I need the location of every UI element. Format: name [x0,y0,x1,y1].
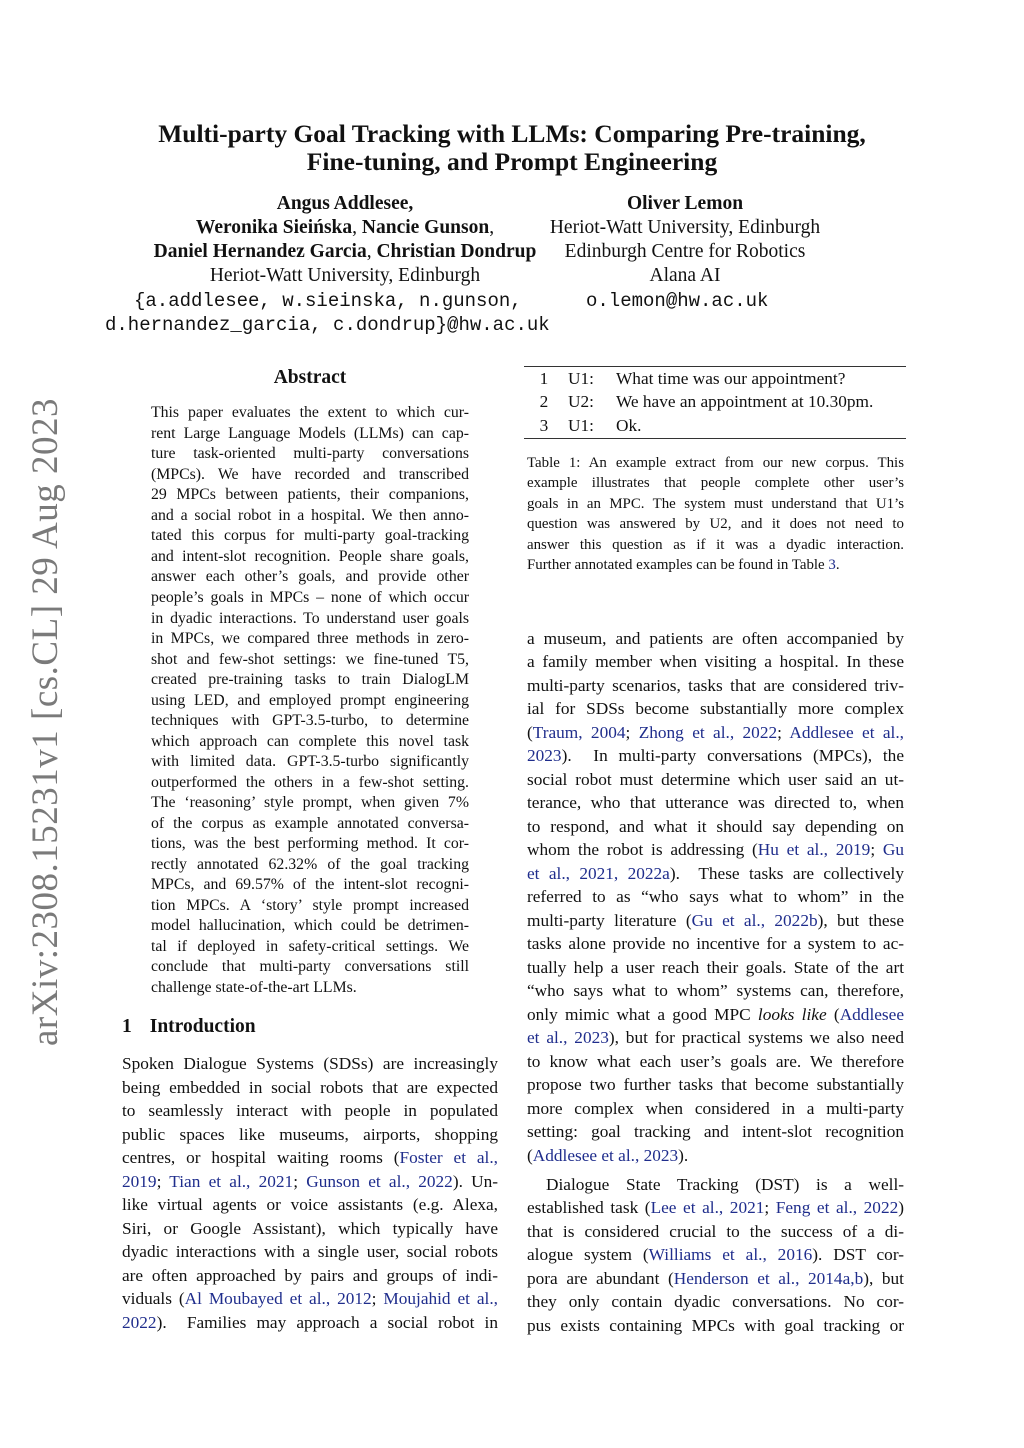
abstract-line: MPCs, and 69.57% of the intent-slot recogni- [151,876,469,893]
body-line: to know what each user’s goals are. We therefore [527,1052,904,1071]
body-line: only mimic what a good MPC looks like (Addlesee [527,1005,904,1024]
arxiv-stamp-text: arXiv:2308.15231v1 [cs.CL] 29 Aug 2023 [25,398,66,1046]
citation-link[interactable]: et al., 2021, 2022a [527,864,670,883]
paper-title [100,120,924,176]
author-right-affil-1: Heriot-Watt University, Edinburgh [549,217,821,238]
body-line: that is considered crucial to the success of a di- [527,1222,904,1241]
abstract-line: rectly annotated 62.32% of the goal tracking [151,856,469,873]
body-line: a family member when visiting a hospital. In these [527,652,904,671]
citation-link[interactable]: Tian et al., 2021 [169,1172,294,1191]
citation-link[interactable]: Al Moubayed et al., 2012 [184,1289,372,1308]
body-line: viduals (Al Moubayed et al., 2012; Moujahid et al., [122,1289,499,1308]
citation-link[interactable]: Feng et al., 2022 [775,1198,899,1217]
body-line: referred to as “who says what to whom” in the [527,887,904,906]
body-line: ial for SDSs become substantially more complex [527,699,904,718]
body-line: 2022). Families may approach a social robot in [122,1313,498,1332]
author-line-3: Daniel Hernandez Garcia, Christian Dondrup [153,241,537,262]
utterance: We have an appointment at 10.30pm. [616,392,874,412]
body-line: “who says what to whom” systems can, therefore, [527,981,904,1000]
citation-link[interactable]: Addlesee et al., 2023 [532,1146,679,1165]
author-right-affil-2: Edinburgh Centre for Robotics [564,241,806,262]
body-line: dyadic interactions with a single user, social robots [122,1242,498,1261]
abstract-line: answer each other’s goals, and provide other [151,568,469,585]
citation-link[interactable]: Addlesee et al., [789,723,904,742]
speaker: U2: [568,392,594,412]
utterance: Ok. [616,415,642,435]
section-number: 1 [122,1016,132,1037]
abstract-line: techniques with GPT-3.5-turbo, to determine [151,712,469,729]
body-line: pora are abundant (Henderson et al., 2014a,b), but [527,1269,904,1288]
citation-link[interactable]: Gunson et al., 2022 [306,1172,453,1191]
caption-line: Table 1: An example extract from our new corpus. This [527,455,904,471]
body-line: tually help a user reach their goals. State of the art [527,958,904,977]
body-line: whom the robot is addressing (Hu et al., 2019; Gu [527,840,904,859]
body-line: 2023). In multi-party conversations (MPCs), the [527,746,904,765]
citation-link[interactable]: Gu [882,840,904,859]
citation-link[interactable]: Henderson et al., 2014a,b [673,1269,864,1288]
citation-link[interactable]: Hu et al., 2019 [757,840,871,859]
abstract-line: rent Large Language Models (LLMs) can cap- [151,425,469,442]
citation-link[interactable]: 2023 [527,746,562,765]
caption-line: goals in an MPC. The system must understand that U1’s [527,496,904,512]
body-line: multi-party scenarios, tasks that are considered triv- [527,676,904,695]
citation-link[interactable]: Moujahid et al., [383,1289,499,1308]
body-line: tasks alone provide no incentive for a system to ac- [527,934,904,953]
abstract-line: in MPCs, we compared three methods in zero- [151,630,469,647]
body-line: terance, who that utterance was directed to, when [527,793,904,812]
body-line: multi-party literature (Gu et al., 2022b), but these [527,911,905,930]
abstract-line: created pre-training tasks to train DialogLM [151,671,469,688]
abstract-line: 29 MPCs between patients, their companions, [151,486,469,503]
table-row [524,367,906,391]
abstract-line: and a social robot in a hospital. We then anno- [151,507,469,524]
abstract-line: ture task-oriented multi-party conversations [151,445,469,462]
citation-link[interactable]: Gu et al., 2022b [691,911,818,930]
body-line: established task (Lee et al., 2021; Feng et al., 2022) [527,1198,904,1217]
author-right-name: Oliver Lemon [626,193,744,214]
body-line: propose two further tasks that become substantially [527,1075,904,1094]
body-line: alogue system (Williams et al., 2016). DST cor- [527,1245,904,1264]
table-row [524,414,906,438]
turn-number: 1 [539,368,549,388]
body-line: like virtual agents or voice assistants (e.g. Alexa, [122,1195,498,1214]
citation-link[interactable]: Foster et al., [399,1148,498,1167]
title-line-1: Multi-party Goal Tracking with LLMs: Comparing Pre-training, [158,119,866,148]
abstract-line: conclude that multi-party conversations still [151,958,469,975]
abstract-line: in dyadic interactions. To understand user goals [151,610,469,627]
example-table [524,366,906,439]
author-emails-line-2: d.hernandez_garcia, c.dondrup}@hw.ac.uk [105,314,550,336]
body-line: Spoken Dialogue Systems (SDSs) are increasingly [122,1054,498,1073]
body-line: public spaces like museums, airports, shopping [122,1125,498,1144]
utterance: What time was our appointment? [616,368,846,388]
intro-heading [122,1016,256,1038]
abstract-line: The ‘reasoning’ style prompt, when given 7% [151,794,469,811]
abstract-line: shot and few-shot settings: we fine-tuned T5, [151,651,469,668]
table-row [524,391,906,415]
abstract-line: using LED, and employed prompt engineering [151,692,469,709]
citation-link[interactable]: 2022 [122,1313,157,1332]
caption-line: example illustrates that people complete other user’s [527,475,904,491]
body-line: centres, or hospital waiting rooms (Foster et al., [122,1148,498,1167]
abstract-line: challenge state-of-the-art LLMs. [151,979,357,996]
caption-line: Further annotated examples can be found in Table 3. [527,557,840,573]
speaker: U1: [568,368,594,388]
author-right-affil-3: Alana AI [649,265,721,286]
caption-line: question was answered by U2, and it does not need to [527,516,904,532]
abstract-line: people’s goals in MPCs – none of which occur [151,589,469,606]
author-line-2: Weronika Sieińska, Nancie Gunson, [195,217,495,238]
citation-link[interactable]: et al., 2023 [527,1028,609,1047]
citation-link[interactable]: Addlesee [839,1005,904,1024]
body-line: to respond, and what it should say depending on [527,817,904,836]
body-line: they only contain dyadic conversations. No cor- [527,1292,904,1311]
author-right-email: o.lemon@hw.ac.uk [586,290,769,312]
abstract-line: outperformed the others in a few-shot setting. [151,774,469,791]
body-line: Dialogue State Tracking (DST) is a well- [546,1175,904,1194]
body-line: (Addlesee et al., 2023). [527,1146,689,1165]
body-line: a museum, and patients are often accompanied by [527,629,904,648]
abstract-line: This paper evaluates the extent to which cur- [151,404,469,421]
abstract-line: model hallucination, which could be detrimen- [151,917,469,934]
body-line: social robot must determine which user said an ut- [527,770,904,789]
author-emails-line-1: {a.addlesee, w.sieinska, n.gunson, [134,290,522,312]
citation-link[interactable]: Traum, 2004 [532,723,626,742]
abstract-line: and intent-slot recognition. People share goals, [151,548,469,565]
section-title: Introduction [149,1016,256,1037]
abstract-line: with limited data. GPT-3.5-turbo significantly [151,753,469,770]
author-line-1: Angus Addlesee, [276,193,414,214]
body-line: Siri, or Google Assistant), which typically have [122,1219,498,1238]
abstract-line: of the corpus as example annotated conversa- [151,815,469,832]
citation-link[interactable]: Williams et al., 2016 [648,1245,813,1264]
abstract-line: tions, was the best performing method. It cor- [151,835,469,852]
abstract-heading: Abstract [273,367,347,388]
abstract-line: tal if deployed in safety-critical settings. We [151,938,469,955]
abstract-line: tion MPCs. A ‘story’ style prompt increased [151,897,469,914]
abstract-line: tated this corpus for multi-party goal-tracking [151,527,469,544]
body-line: pus exists containing MPCs with goal tracking or [527,1316,904,1335]
caption-line: answer this question as if it was a dyadic interaction. [527,537,904,553]
abstract-line: (MPCs). We have recorded and transcribed [151,466,469,483]
body-line: being embedded in social robots that are expected [122,1078,498,1097]
title-line-2: Fine-tuning, and Prompt Engineering [306,147,718,176]
body-line: to seamlessly interact with people in populated [122,1101,498,1120]
body-line: more complex when considered in a multi-party [527,1099,904,1118]
citation-link[interactable]: Lee et al., 2021 [650,1198,765,1217]
author-affiliation-left: Heriot-Watt University, Edinburgh [209,265,481,286]
turn-number: 3 [539,415,549,435]
abstract-line: which approach can complete this novel task [151,733,469,750]
body-line: 2019; Tian et al., 2021; Gunson et al., 2022). Un- [122,1172,499,1191]
body-line: et al., 2021, 2022a). These tasks are collectively [527,864,904,883]
speaker: U1: [568,415,594,435]
body-line: are often approached by pairs and groups of indi- [122,1266,498,1285]
table-ref-link[interactable]: 3 [828,557,836,573]
body-line: setting: goal tracking and intent-slot recognition [527,1122,904,1141]
citation-link[interactable]: Zhong et al., 2022 [638,723,778,742]
body-line: et al., 2023), but for practical systems we also need [527,1028,904,1047]
body-line: (Traum, 2004; Zhong et al., 2022; Addlesee et al., [527,723,904,742]
turn-number: 2 [539,392,549,412]
citation-link[interactable]: 2019 [122,1172,157,1191]
